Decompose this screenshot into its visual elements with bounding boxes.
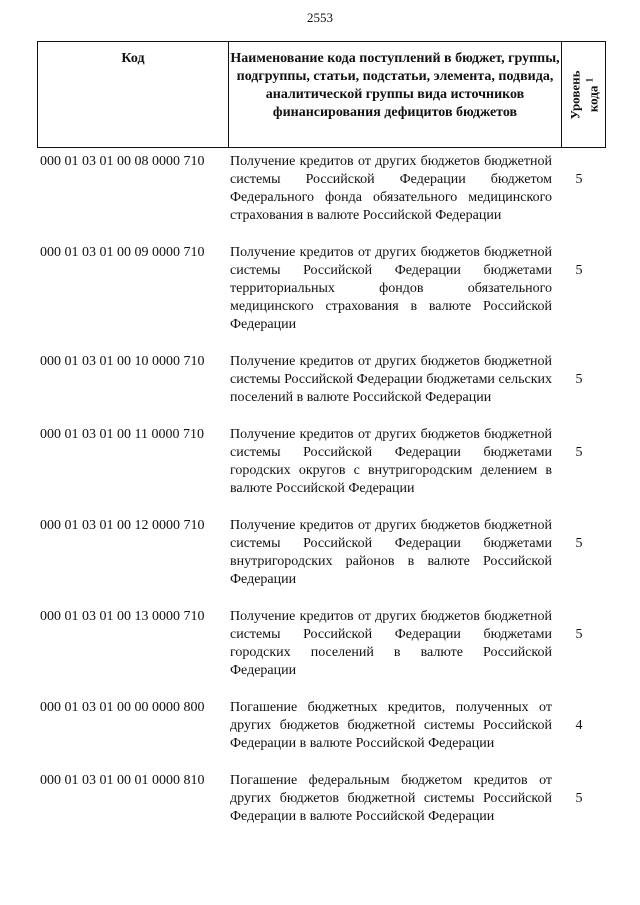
row-level: 5 xyxy=(575,263,583,278)
row-level: 5 xyxy=(575,791,583,806)
row-name: Погашение бюджетных кредитов, полученных от других бюджетов бюджетной системы Российской Федерации в валюте Российской Федерации xyxy=(230,700,552,751)
row-level: 5 xyxy=(575,172,583,187)
table-body xyxy=(37,150,606,826)
row-code: 000 01 03 01 00 11 0000 710 xyxy=(40,427,204,442)
row-name: Погашение федеральным бюджетом кредитов от других бюджетов бюджетной системы Российской Федерации в валюте Российской Федерации xyxy=(230,773,552,824)
page-number: 2553 xyxy=(307,10,333,25)
row-code: 000 01 03 01 00 01 0000 810 xyxy=(40,773,205,788)
table-row xyxy=(37,426,606,498)
level-header-line1: Уровень xyxy=(566,69,582,120)
row-code: 000 01 03 01 00 10 0000 710 xyxy=(40,354,205,369)
row-name: Получение кредитов от других бюджетов бюджетной системы Российской Федерации бюджетами внутригородских районов в валюте Российской Федерации xyxy=(230,518,552,587)
column-header-code: Код xyxy=(38,42,229,147)
column-header-name: Наименование кода поступлений в бюджет, группы, подгруппы, статьи, подстатьи, элемента, подвида, аналитической группы вида источников финансирования дефицитов бюджетов xyxy=(229,42,562,147)
table-row xyxy=(37,517,606,589)
row-name: Получение кредитов от других бюджетов бюджетной системы Российской Федерации бюджетами сельских поселений в валюте Российской Федерации xyxy=(230,354,552,405)
row-code: 000 01 03 01 00 13 0000 710 xyxy=(40,609,205,624)
table-row xyxy=(37,772,606,826)
row-level: 5 xyxy=(575,627,583,642)
row-level: 5 xyxy=(575,536,583,551)
row-level: 5 xyxy=(575,372,583,387)
table-row xyxy=(37,153,606,225)
level-header-line2: кода xyxy=(585,85,601,112)
row-code: 000 01 03 01 00 08 0000 710 xyxy=(40,154,205,169)
table-header xyxy=(37,41,606,148)
row-code: 000 01 03 01 00 00 0000 800 xyxy=(40,700,205,715)
table-row xyxy=(37,244,606,334)
row-level: 5 xyxy=(575,445,583,460)
table-row xyxy=(37,353,606,407)
row-name: Получение кредитов от других бюджетов бюджетной системы Российской Федерации бюджетами городских округов с внутригородским делением в валюте Российской Федерации xyxy=(230,427,552,496)
row-level: 4 xyxy=(575,718,583,733)
level-footnote-marker: 1 xyxy=(583,77,594,82)
column-header-level xyxy=(562,42,605,147)
table-row xyxy=(37,608,606,680)
table-row xyxy=(37,699,606,753)
row-name: Получение кредитов от других бюджетов бюджетной системы Российской Федерации бюджетами городских поселений в валюте Российской Федерации xyxy=(230,609,552,678)
row-code: 000 01 03 01 00 09 0000 710 xyxy=(40,245,205,260)
row-code: 000 01 03 01 00 12 0000 710 xyxy=(40,518,205,533)
row-name: Получение кредитов от других бюджетов бюджетной системы Российской Федерации бюджетом Федерального фонда обязательного медицинского страхования в валюте Российской Федерации xyxy=(230,154,552,223)
row-name: Получение кредитов от других бюджетов бюджетной системы Российской Федерации бюджетами территориальных фондов обязательного медицинского страхования в валюте Российской Федерации xyxy=(230,245,552,332)
level-header-text xyxy=(567,70,600,119)
